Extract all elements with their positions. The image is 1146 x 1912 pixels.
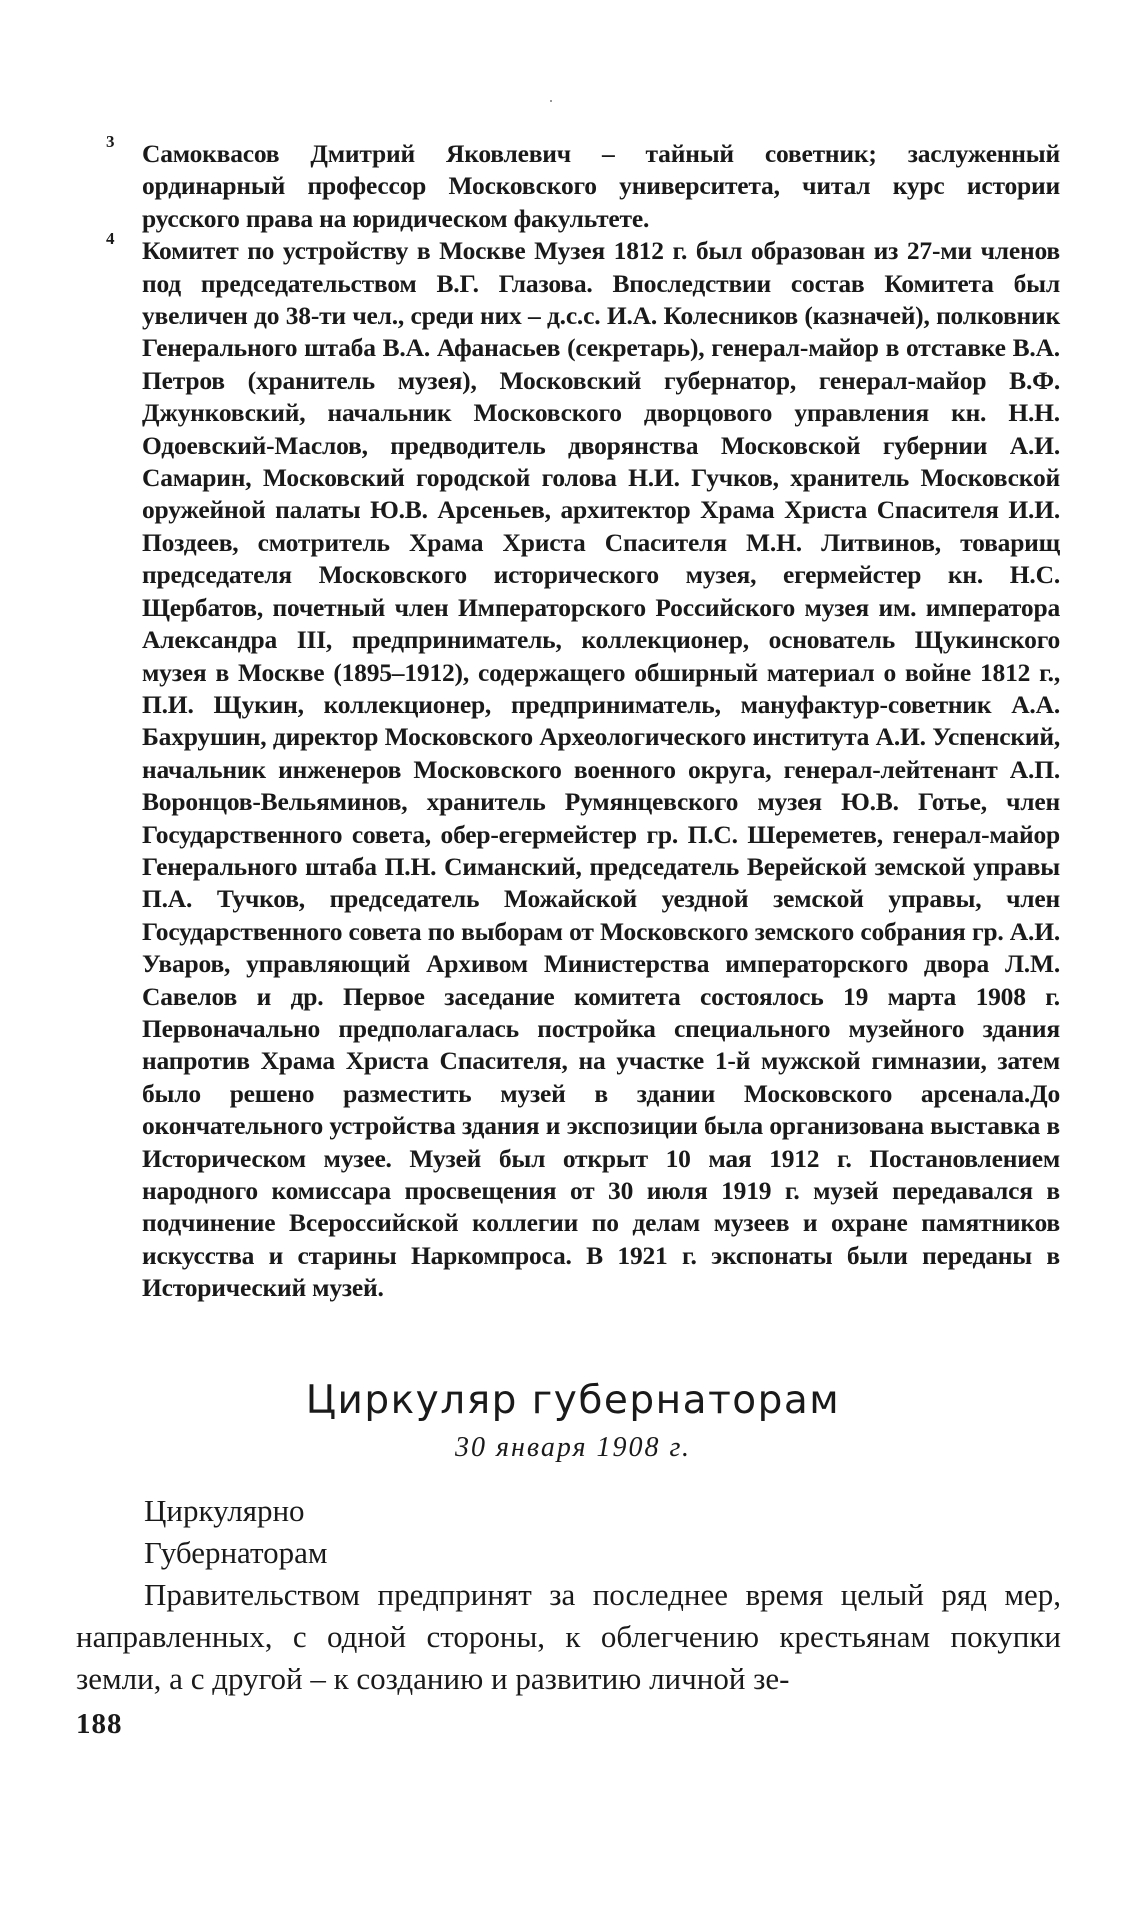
footnote-3	[100, 132, 1060, 235]
page-number: 188	[76, 1708, 123, 1740]
document-body	[76, 1490, 1061, 1700]
footnote-text: Дмитрий Яковлевич – тайный советник; заслуженный ординарный профессор Московского университета, читал курс истории русского права на юридическом факультете.	[142, 139, 1060, 233]
address-line-1: Циркулярно	[144, 1493, 305, 1528]
body-paragraph: Правительством предпринят за последнее время целый ряд мер, направленных, с одной стороны, к облегчению крестьянам покупки земли, а с другой – к созданию и развитию личной зе-	[76, 1577, 1061, 1696]
footnote-name: Самоквасов	[142, 139, 280, 168]
address-line-2: Губернаторам	[144, 1535, 328, 1570]
print-speck	[550, 100, 552, 102]
footnotes-section	[100, 132, 1060, 1305]
footnote-number: 3	[106, 132, 115, 151]
document-title: Циркуляр губернаторам	[305, 1378, 841, 1423]
document-date: 30 января 1908 г.	[454, 1432, 692, 1463]
footnote-number: 4	[106, 229, 115, 249]
footnote-text: Комитет по устройству в Москве Музея 1812 г. был образован из 27-ми членов под председательством В.Г. Глазова. Впоследствии состав Комитета был увеличен до 38-ти чел., среди них – д.с.с. И.А. Колесников (казначей), полковник Генерального штаба В.А. Афанасьев (секретарь), генерал-майор в отставке В.А. Петров (хранитель музея), Московский губернатор, генерал-майор В.Ф. Джунковский, начальник Московского дворцового управления кн. Н.Н. Одоевский-Маслов, предводитель дворянства Московской губернии А.И. Самарин, Московский городской голова Н.И. Гучков, хранитель Московской оружейной палаты Ю.В. Арсеньев, архитектор Храма Христа Спасителя И.И. Поздеев, смотритель Храма Христа Спасителя М.Н. Литвинов, товарищ председателя Московского исторического музея, егермейстер кн. Н.С. Щербатов, почетный член Императорского Российского музея им. императора Александра III, предприниматель, коллекционер, основатель Щукинского музея в Москве (1895–1912), содержащего обширный материал о войне 1812 г., П.И. Щукин, коллекционер, предприниматель, мануфактур-советник А.А. Бахрушин, директор Московского Археологического института А.И. Успенский, начальник инженеров Московского военного округа, генерал-лейтенант А.П. Воронцов-Вельяминов, хранитель Румянцевского музея Ю.В. Готье, член Государственного совета, обер-егермейстер гр. П.С. Шереметев, генерал-майор Генерального штаба П.Н. Симанский, председатель Верейской земской управы П.А. Тучков, председатель Можайской уездной земской управы, член Государственного совета по выборам от Московского земского собрания гр. А.И. Уваров, управляющий Архивом Министерства императорского двора Л.М. Савелов и др. Первое заседание комитета состоялось 19 марта 1908 г. Первоначально предполагалась постройка специального музейного здания напротив Храма Христа Спасителя, на участке 1-й мужской гимназии, затем было решено разместить музей в здании Московского арсенала.До окончательного устройства здания и экспозиции была организована выставка в Историческом музее. Музей был открыт 10 мая 1912 г. Постановлением народного комиссара просвещения от 30 июля 1919 г. музей передавался в подчинение Всероссийской коллегии по делам музеев и охране памятников искусства и старины Наркомпроса. В 1921 г. экспонаты были переданы в Исторический музей.	[142, 236, 1060, 1303]
footnote-4	[100, 229, 1060, 1304]
